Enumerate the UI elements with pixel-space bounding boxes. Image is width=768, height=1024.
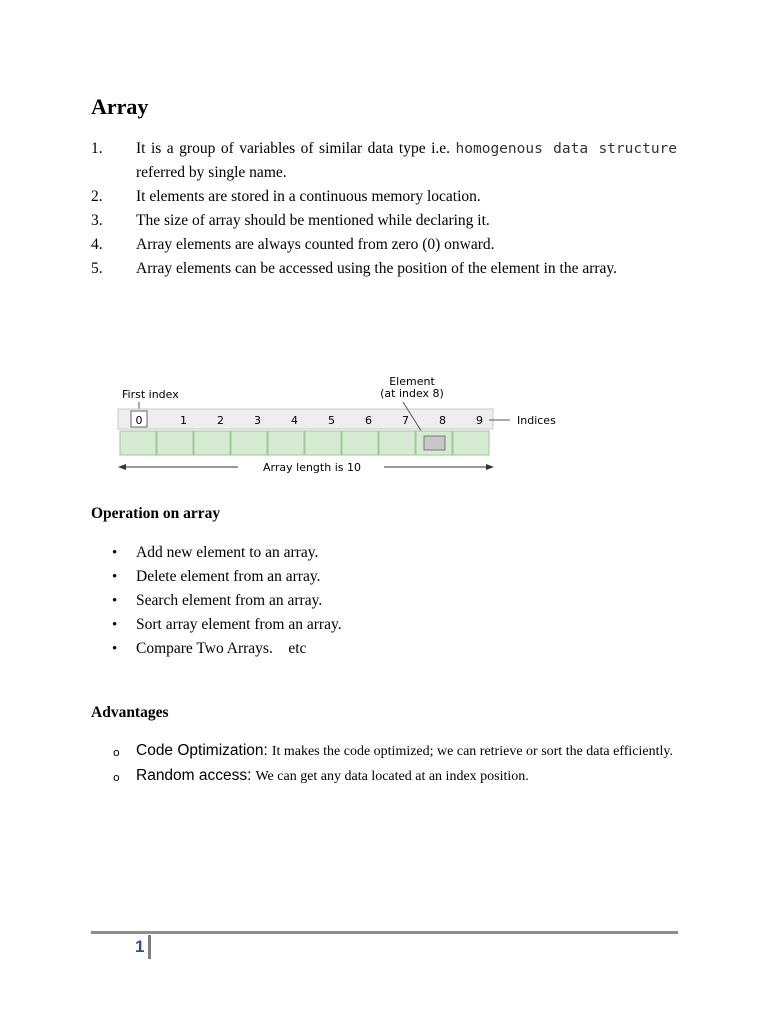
- element-index-label: (at index 8): [380, 387, 444, 400]
- arrow-right-icon: [486, 464, 494, 470]
- array-diagram: [112, 345, 592, 480]
- array-cell: [157, 431, 193, 455]
- page-number: 1: [135, 937, 145, 956]
- index-label: 7: [402, 414, 409, 427]
- indices-label: Indices: [517, 414, 556, 427]
- list-item: 3. The size of array should be mentioned while declaring it.: [91, 212, 490, 229]
- list-item: • Delete element from an array.: [91, 565, 342, 589]
- circle-bullet-icon: o: [113, 746, 120, 759]
- index-label: 5: [328, 414, 335, 427]
- list-item: 2. It elements are stored in a continuous memory location.: [91, 188, 481, 205]
- highlighted-element: [424, 436, 445, 450]
- list-item: • Compare Two Arrays. etc: [91, 637, 342, 661]
- operations-heading: Operation on array: [91, 505, 221, 522]
- array-points-list: [91, 137, 677, 281]
- array-cell: [194, 431, 230, 455]
- list-item: • Sort array element from an array.: [91, 613, 342, 637]
- index-strip: [118, 409, 493, 429]
- code-term: homogenous data structure: [455, 141, 678, 157]
- arrow-left-icon: [118, 464, 126, 470]
- array-cell: [453, 431, 489, 455]
- operations-list: [91, 541, 342, 661]
- bullet-icon: •: [112, 593, 118, 609]
- list-item: o Code Optimization: It makes the code optimized; we can retrieve or sort the data efficiently.: [91, 741, 677, 762]
- footer-rule: [91, 931, 678, 934]
- index-label: 4: [291, 414, 298, 427]
- list-item: 1. It is a group of variables of similar data type i.e. homogenous data structure referred by single name.: [91, 140, 678, 181]
- list-item: • Search element from an array.: [91, 589, 342, 613]
- index-label: 6: [365, 414, 372, 427]
- page-number-divider: [148, 935, 151, 959]
- array-cell: [305, 431, 341, 455]
- array-cell: [268, 431, 304, 455]
- bullet-icon: •: [112, 569, 118, 585]
- list-item: • Add new element to an array.: [91, 541, 342, 565]
- index-label: 9: [476, 414, 483, 427]
- list-item: 4. Array elements are always counted from zero (0) onward.: [91, 236, 495, 253]
- element-label: Element: [389, 375, 435, 388]
- index-label: 8: [439, 414, 446, 427]
- array-cell: [231, 431, 267, 455]
- page-title: Array: [91, 94, 149, 119]
- index-label: 0: [135, 414, 143, 427]
- array-cell: [342, 431, 378, 455]
- circle-bullet-icon: o: [113, 771, 120, 784]
- array-cell: [379, 431, 415, 455]
- bullet-icon: •: [112, 617, 118, 633]
- array-length-label: Array length is 10: [263, 461, 361, 474]
- array-cell: [120, 431, 156, 455]
- bullet-icon: •: [112, 641, 118, 657]
- list-item: 5. Array elements can be accessed using the position of the element in the array.: [91, 260, 618, 277]
- index-label: 2: [217, 414, 224, 427]
- index-label: 1: [180, 414, 187, 427]
- bullet-icon: •: [112, 545, 118, 561]
- advantages-list: [91, 741, 677, 791]
- first-index-label: First index: [122, 388, 179, 401]
- index-label: 3: [254, 414, 261, 427]
- list-item: o Random access: We can get any data located at an index position.: [91, 766, 677, 787]
- advantages-heading: Advantages: [91, 704, 169, 721]
